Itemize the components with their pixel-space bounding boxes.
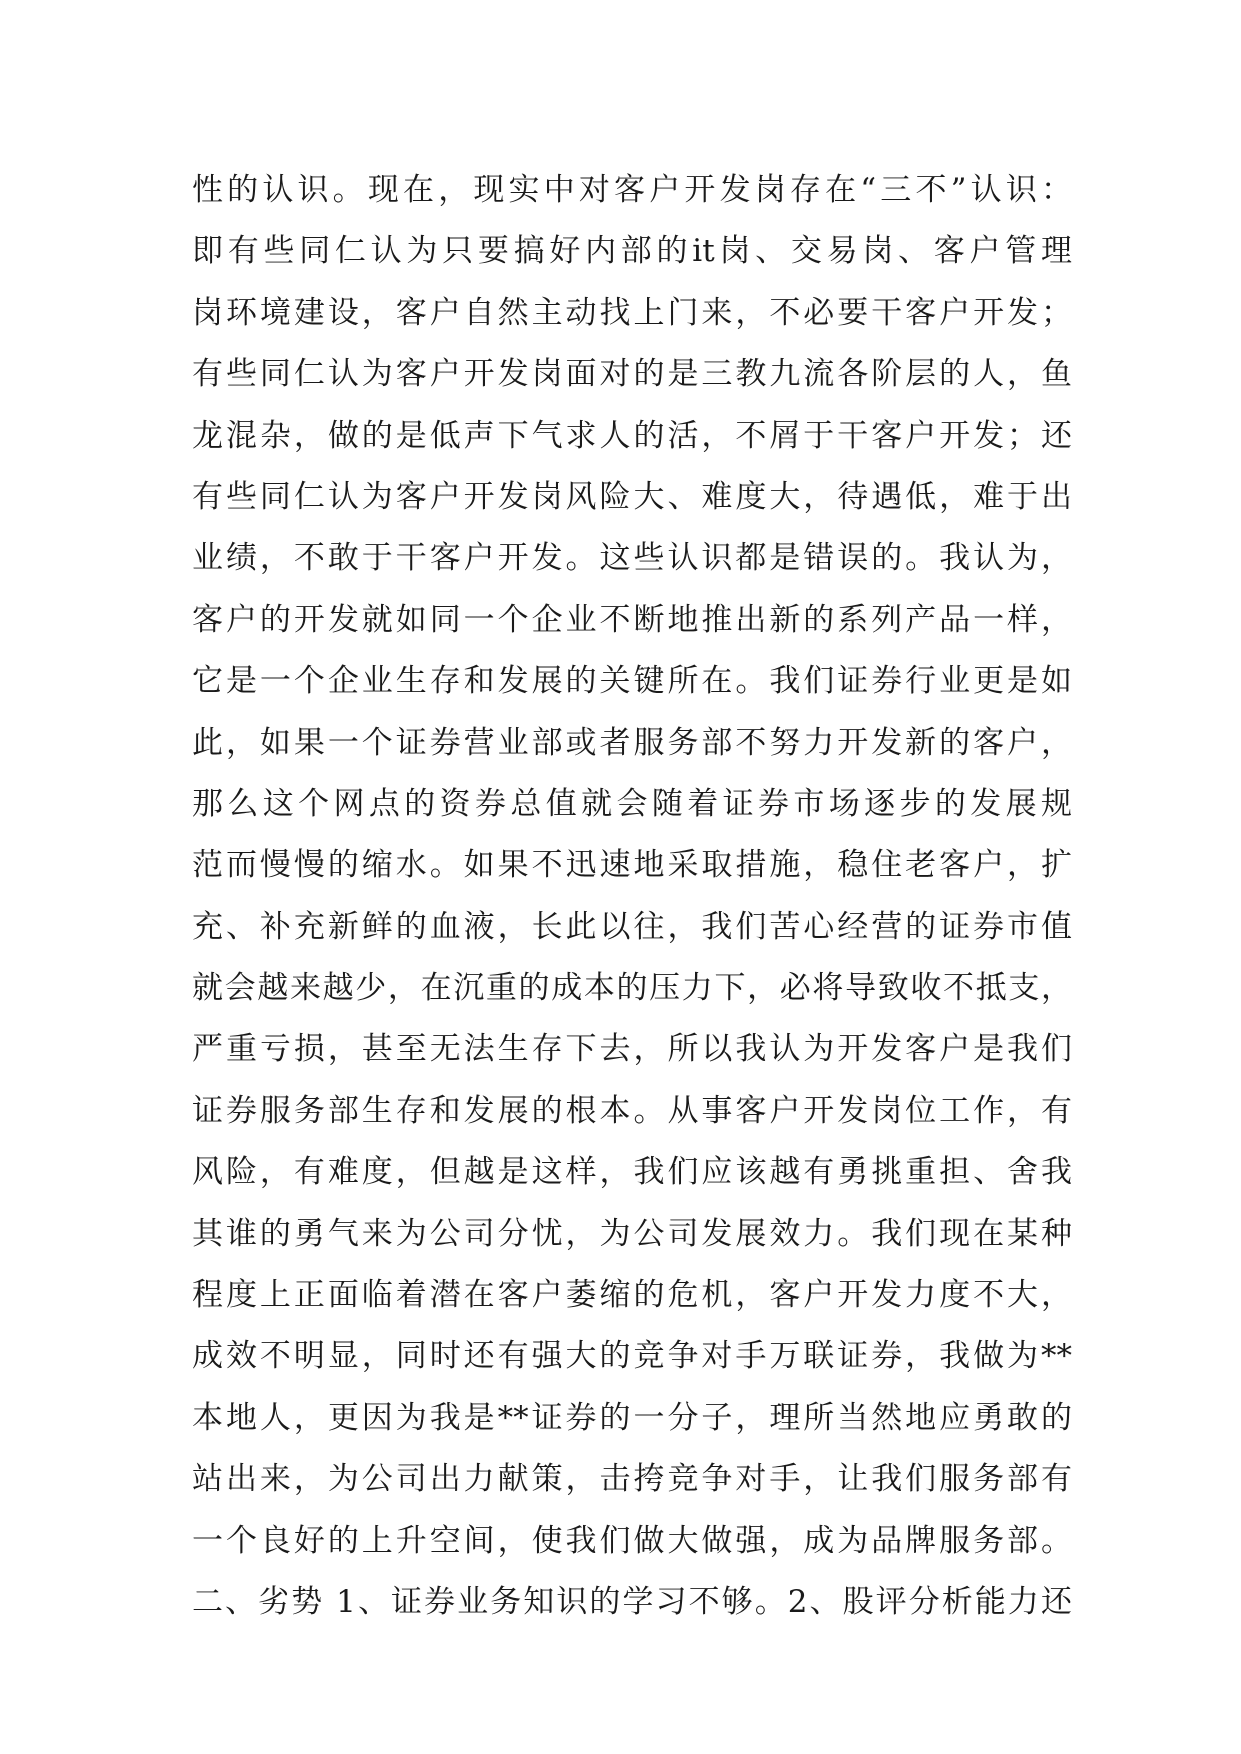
text-line: 客户的开发就如同一个企业不断地推出新的系列产品一样， <box>192 601 1072 638</box>
text-line: 证券服务部生存和发展的根本。从事客户开发岗位工作，有 <box>192 1092 1072 1129</box>
text-line: 就会越来越少，在沉重的成本的压力下，必将导致收不抵支， <box>192 970 1072 1007</box>
body-text <box>192 160 1072 1633</box>
text-line: 龙混杂，做的是低声下气求人的活，不屑于干客户开发；还 <box>192 417 1072 454</box>
text-line: 岗环境建设，客户自然主动找上门来，不必要干客户开发； <box>192 294 1072 331</box>
text-line: 其谁的勇气来为公司分忧，为公司发展效力。我们现在某种 <box>192 1215 1072 1252</box>
text-line: 充、补充新鲜的血液，长此以往，我们苦心经营的证券市值 <box>192 908 1072 945</box>
text-line: 那么这个网点的资券总值就会随着证券市场逐步的发展规 <box>192 785 1072 822</box>
text-line: 性的认识。现在，现实中对客户开发岗存在“三不”认识： <box>192 172 1072 208</box>
text-line: 成效不明显，同时还有强大的竞争对手万联证券，我做为** <box>192 1338 1072 1375</box>
text-line: 业绩，不敢于干客户开发。这些认识都是错误的。我认为， <box>192 540 1072 577</box>
text-line: 即有些同仁认为只要搞好内部的it岗、交易岗、客户管理 <box>192 233 1072 270</box>
text-line: 站出来，为公司出力献策，击挎竞争对手，让我们服务部有 <box>192 1461 1072 1498</box>
text-line: 程度上正面临着潜在客户萎缩的危机，客户开发力度不大， <box>192 1277 1072 1314</box>
text-line: 范而慢慢的缩水。如果不迅速地采取措施，稳住老客户，扩 <box>192 847 1072 884</box>
text-line: 此，如果一个证券营业部或者服务部不努力开发新的客户， <box>192 724 1072 761</box>
text-line: 二、劣势 1、证券业务知识的学习不够。2、股评分析能力还 <box>192 1583 1072 1620</box>
text-line: 本地人，更因为我是**证券的一分子，理所当然地应勇敢的 <box>192 1399 1072 1436</box>
text-line: 它是一个企业生存和发展的关键所在。我们证券行业更是如 <box>192 663 1072 700</box>
text-line: 一个良好的上升空间，使我们做大做强，成为品牌服务部。 <box>192 1522 1072 1559</box>
text-line: 有些同仁认为客户开发岗风险大、难度大，待遇低，难于出 <box>192 478 1072 515</box>
text-line: 风险，有难度，但越是这样，我们应该越有勇挑重担、舍我 <box>192 1154 1072 1191</box>
text-line: 有些同仁认为客户开发岗面对的是三教九流各阶层的人，鱼 <box>192 356 1072 393</box>
text-line: 严重亏损，甚至无法生存下去，所以我认为开发客户是我们 <box>192 1031 1072 1068</box>
